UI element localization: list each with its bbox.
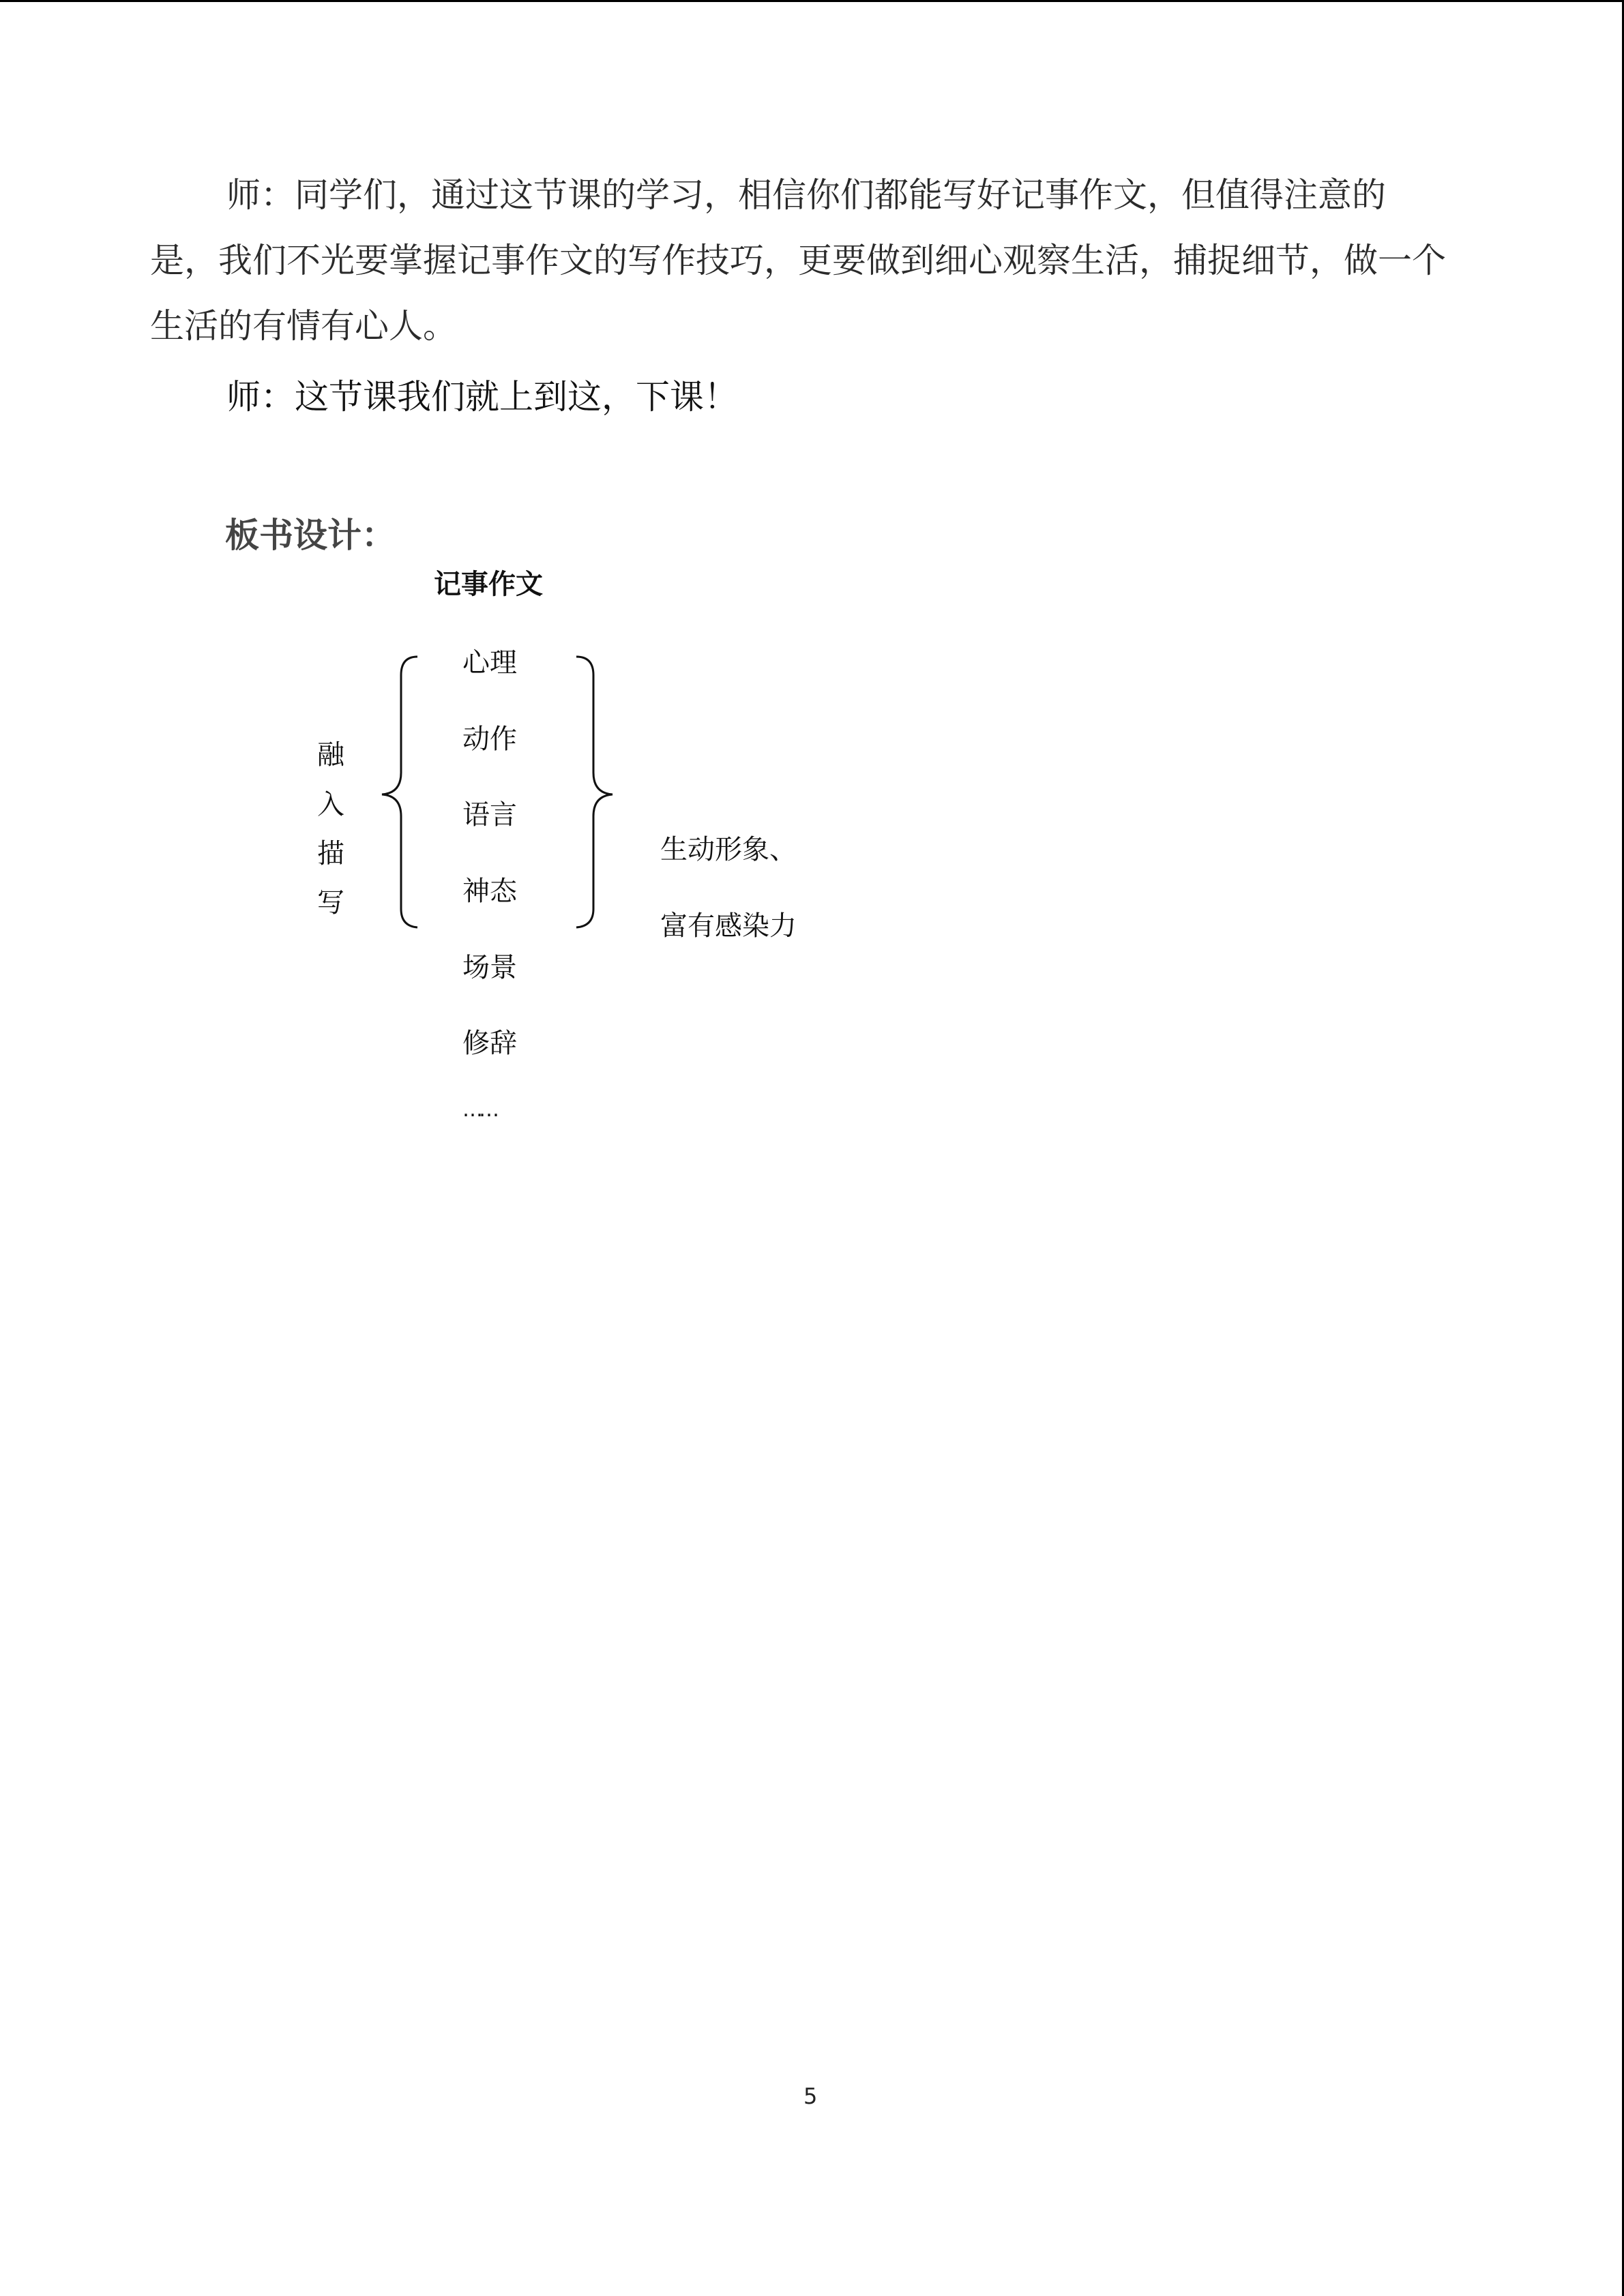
side-char-1: 融: [317, 739, 344, 771]
item-psychology: 心理: [462, 647, 517, 679]
item-rhetoric: 修辞: [462, 1028, 517, 1059]
item-scene: 场景: [462, 952, 517, 983]
board-title: 记事作文: [434, 569, 543, 600]
result-line-2: 富有感染力: [660, 910, 797, 942]
result-line-1: 生动形象、: [660, 834, 797, 865]
dismissal-paragraph: 师：这节课我们就上到这，下课！: [226, 377, 738, 417]
board-result: [660, 811, 906, 942]
side-char-2: 入: [317, 789, 344, 820]
side-char-3: 描: [317, 838, 344, 869]
right-brace-icon: [576, 657, 612, 927]
item-language: 语言: [462, 799, 517, 831]
page-number: 5: [803, 2083, 818, 2109]
item-demeanor: 神态: [462, 876, 517, 907]
item-ellipsis: ……: [462, 1098, 495, 1122]
closing-paragraph: 师：同学们，通过这节课的学习，相信你们都能写好记事作文，但值得注意的是，我们不光要掌握记事作文的写作技巧，更要做到细心观察生活，捕捉细节，做一个生活的有情有心人。: [150, 175, 1446, 346]
board-design-heading: 板书设计：: [225, 516, 396, 555]
item-action: 动作: [462, 724, 517, 755]
left-brace-icon: [382, 657, 417, 927]
side-char-4: 写: [317, 887, 344, 919]
